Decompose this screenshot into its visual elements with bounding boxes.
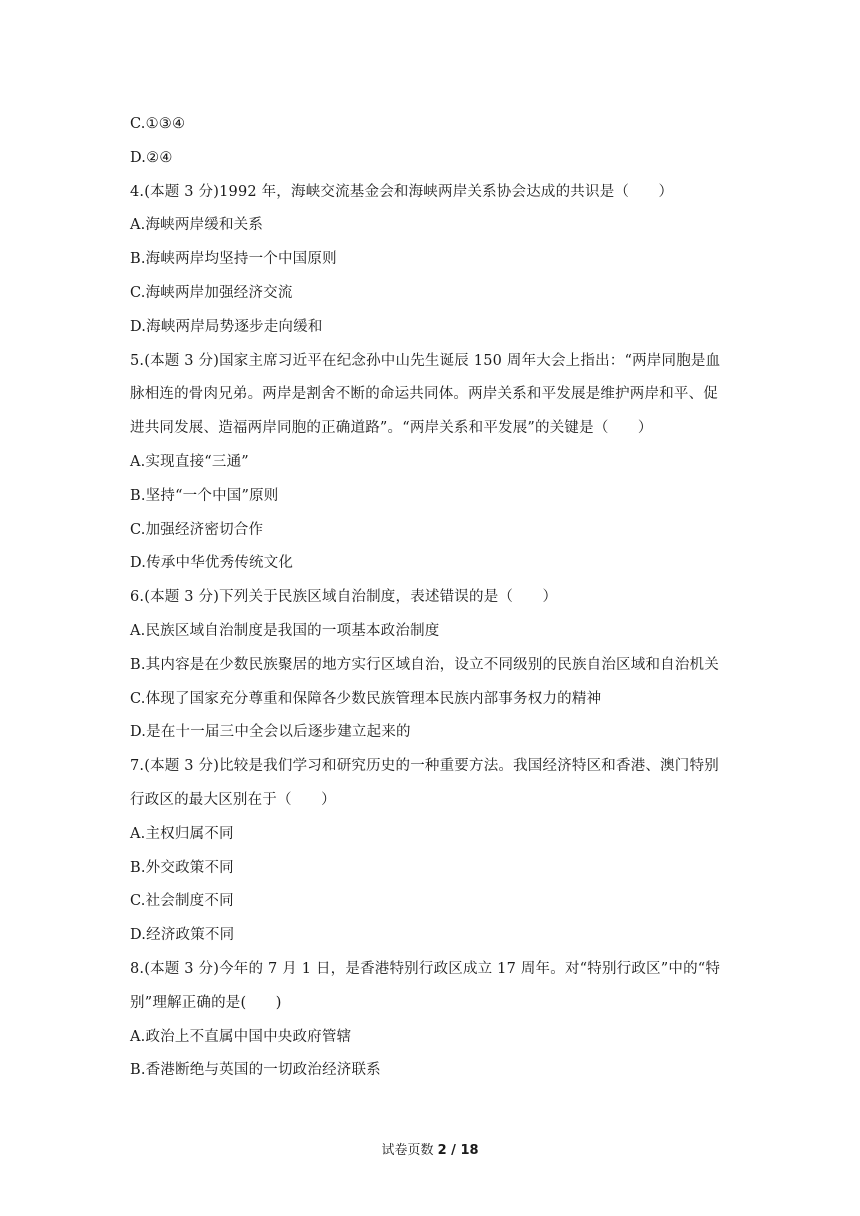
option-line: A.实现直接“三通”	[130, 453, 249, 470]
question-stem: 8.(本题 3 分)今年的 7 月 1 日，是香港特别行政区成立 17 周年。对“特别行政区”中的“特	[130, 960, 721, 977]
text-line: C.①③④	[130, 116, 186, 132]
option-line: D.经济政策不同	[130, 927, 235, 944]
option-line: D.是在十一届三中全会以后逐步建立起来的	[130, 724, 411, 741]
question-stem: 进共同发展、造福两岸同胞的正确道路”。“两岸关系和平发展”的关键是（ ）	[130, 420, 653, 437]
option-line: C.体现了国家充分尊重和保障各少数民族管理本民族内部事务权力的精神	[130, 690, 602, 707]
option-line: B.外交政策不同	[130, 859, 234, 876]
question-stem: 别”理解正确的是( )	[130, 994, 282, 1011]
option-line: A.主权归属不同	[130, 825, 234, 842]
text-line: D.②④	[130, 149, 173, 166]
question-stem: 脉相连的骨肉兄弟。两岸是割舍不断的命运共同体。两岸关系和平发展是维护两岸和平、促	[130, 386, 718, 403]
option-line: C.海峡两岸加强经济交流	[130, 284, 293, 301]
option-line: B.香港断绝与英国的一切政治经济联系	[130, 1062, 381, 1079]
option-line: A.海峡两岸缓和关系	[130, 217, 264, 234]
option-line: B.坚持“一个中国”原则	[130, 487, 279, 504]
option-line: A.民族区域自治制度是我国的一项基本政治制度	[130, 622, 440, 639]
option-line: C.加强经济密切合作	[130, 521, 264, 538]
question-stem: 6.(本题 3 分)下列关于民族区域自治制度，表述错误的是（ ）	[130, 589, 558, 606]
option-line: B.海峡两岸均坚持一个中国原则	[130, 251, 337, 268]
question-stem: 4.(本题 3 分)1992 年，海峡交流基金会和海峡两岸关系协会达成的共识是（ ）	[130, 183, 674, 200]
option-line: D.传承中华优秀传统文化	[130, 555, 294, 572]
option-line: A.政治上不直属中国中央政府管辖	[130, 1028, 352, 1045]
question-stem: 7.(本题 3 分)比较是我们学习和研究历史的一种重要方法。我国经济特区和香港、澳门特别	[130, 758, 719, 775]
question-text	[130, 108, 730, 1088]
question-stem: 5.(本题 3 分)国家主席习近平在纪念孙中山先生诞辰 150 周年大会上指出：“两岸同胞是血	[130, 352, 721, 369]
option-line: D.海峡两岸局势逐步走向缓和	[130, 318, 323, 335]
option-line: B.其内容是在少数民族聚居的地方实行区域自治，设立不同级别的民族自治区域和自治机关	[130, 656, 719, 673]
page-number: 2 / 18	[437, 1143, 479, 1158]
footer-label: 试卷页数	[381, 1143, 434, 1158]
page-footer	[0, 1139, 860, 1158]
question-stem: 行政区的最大区别在于（ ）	[130, 791, 336, 808]
option-line: C.社会制度不同	[130, 893, 234, 910]
